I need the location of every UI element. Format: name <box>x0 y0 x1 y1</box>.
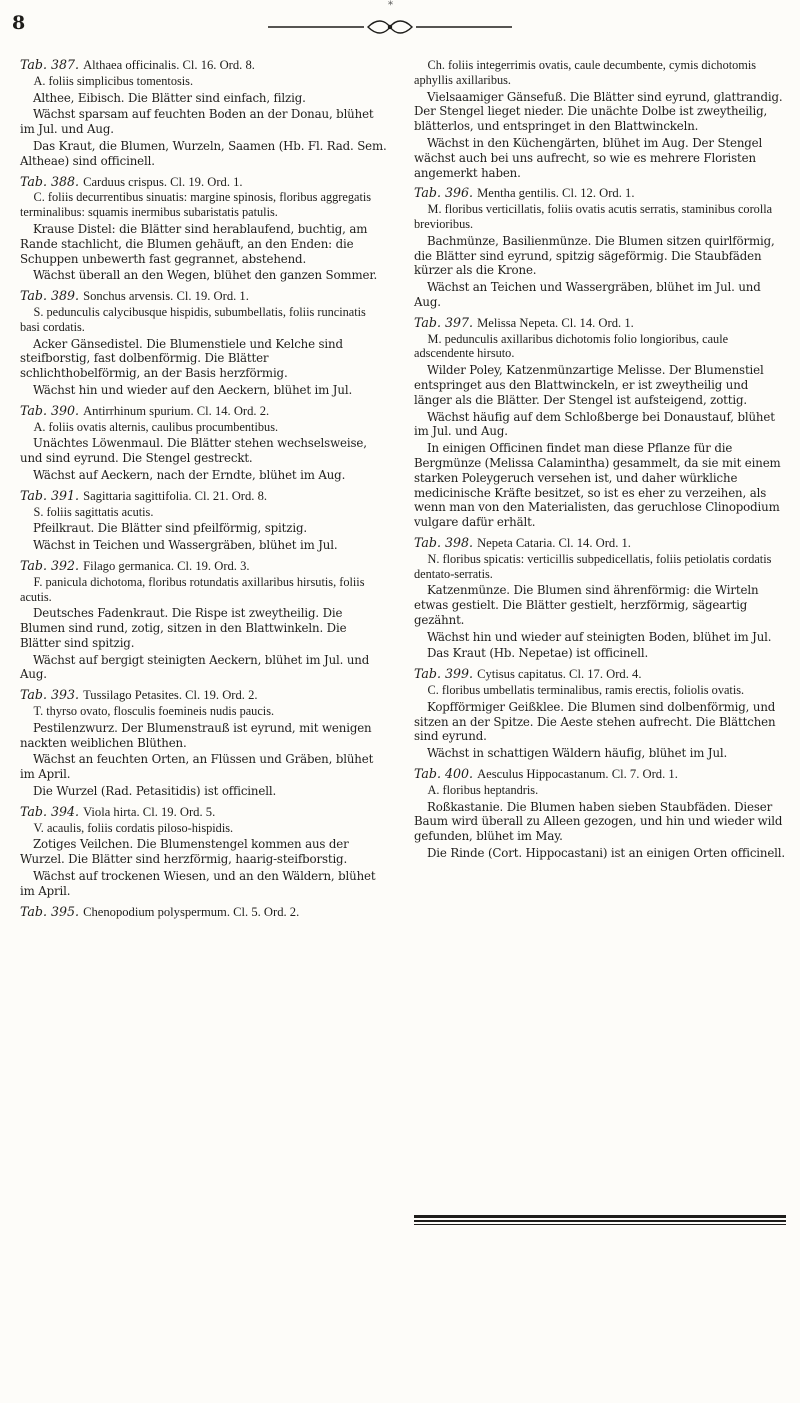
latin-diagnosis: C. floribus umbellatis terminalibus, ramis erectis, foliolis ovatis. <box>427 683 745 698</box>
species-heading: Mentha gentilis. Cl. 12. Ord. 1. <box>477 186 635 201</box>
tab-number: Tab. 396. <box>414 185 474 201</box>
species-heading: Chenopodium polyspermum. Cl. 5. Ord. 2. <box>83 904 300 919</box>
german-description: Zotiges Veilchen. Die Blumenstengel kommen aus der Wurzel. Die Blätter sind herzförmig, haarig-steifborstig. <box>20 837 349 867</box>
species-heading: Aesculus Hippocastanum. Cl. 7. Ord. 1. <box>477 767 678 782</box>
entry-heading-line <box>414 767 786 782</box>
left-column <box>20 58 388 925</box>
tab-number: Tab. 398. <box>414 534 474 550</box>
german-description: Wächst sparsam auf feuchten Boden an der Donau, blühet im Jul. und Aug. <box>20 107 374 137</box>
entry-heading-line <box>20 404 388 419</box>
entry-heading-line <box>414 536 786 551</box>
species-heading: Viola hirta. Cl. 19. Ord. 5. <box>83 804 216 819</box>
entry-heading-line <box>414 316 786 331</box>
latin-diagnosis: N. floribus spicatis: verticillis subpedicellatis, foliis petiolatis cordatis dentato-serratis. <box>414 551 772 581</box>
german-description: Wächst auf bergigt steinigten Aeckern, blühet im Jul. und Aug. <box>20 652 370 682</box>
german-description: Vielsaamiger Gänsefuß. Die Blätter sind eyrund, glattrandig. Der Stengel lieget nieder. Die unächte Dolbe ist zweytheilig, blätterlos, und entspringet in den Blattwinckeln. <box>414 89 783 134</box>
entry-heading-line <box>20 489 388 504</box>
footer-rule <box>414 1215 786 1231</box>
german-description: Wächst hin und wieder auf steinigten Boden, blühet im Jul. <box>426 629 772 644</box>
entry-heading-line <box>20 175 388 190</box>
plant-entry <box>20 688 388 799</box>
latin-diagnosis: C. foliis decurrentibus sinuatis: margine spinosis, floribus aggregatis terminalibus: squamis inermibus subaristatis patulis. <box>20 190 372 220</box>
entry-heading-line <box>20 58 388 73</box>
tab-number: Tab. 390. <box>20 402 80 418</box>
german-description: Unächtes Löwenmaul. Die Blätter stehen wechselsweise, und sind eyrund. Die Stengel gestreckt. <box>20 436 367 466</box>
german-description: Pfeilkraut. Die Blätter sind pfeilförmig, spitzig. <box>32 521 307 536</box>
german-description: Roßkastanie. Die Blumen haben sieben Staubfäden. Dieser Baum wird überall zu Alleen gezogen, und hin und wieder wild gefunden, blühet im May. <box>414 799 783 844</box>
plant-entry <box>414 316 786 530</box>
page-number: 8 <box>12 12 26 34</box>
tab-number: Tab. 397. <box>414 314 474 330</box>
german-description: Das Kraut (Hb. Nepetae) ist officinell. <box>426 646 649 661</box>
german-description: Wächst an Teichen und Wassergräben, blühet im Jul. und Aug. <box>414 280 761 309</box>
latin-diagnosis: V. acaulis, foliis cordatis piloso-hispidis. <box>33 820 234 835</box>
latin-diagnosis: M. pedunculis axillaribus dichotomis folio longioribus, caule adscendente hirsuto. <box>414 331 729 361</box>
species-heading: Nepeta Cataria. Cl. 14. Ord. 1. <box>477 535 631 550</box>
german-description: Wächst häufig auf dem Schloßberge bei Donaustauf, blühet im Jul. und Aug. <box>414 409 775 439</box>
german-description: Das Kraut, die Blumen, Wurzeln, Saamen (Hb. Fl. Rad. Sem. Altheae) sind officinell. <box>20 138 387 168</box>
latin-diagnosis: S. pedunculis calycibusque hispidis, subumbellatis, foliis runcinatis basi cordatis. <box>20 304 366 334</box>
entry-heading-line <box>414 667 786 682</box>
plant-entry <box>20 58 388 169</box>
german-description: Wächst auf trockenen Wiesen, und an den Wäldern, blühet im April. <box>20 869 376 898</box>
plant-entry <box>414 536 786 661</box>
entry-heading-line <box>20 905 388 920</box>
plant-entry <box>20 489 388 553</box>
latin-diagnosis: T. thyrso ovato, flosculis foemineis nudis paucis. <box>33 704 275 719</box>
species-heading: Tussilago Petasites. Cl. 19. Ord. 2. <box>83 688 258 703</box>
german-description: Acker Gänsedistel. Die Blumenstiele und Kelche sind steifborstig, fast dolbenförmig. Die Blätter schlichthobelförmig, an der Basis herzförmig. <box>20 336 343 381</box>
latin-diagnosis: M. floribus verticillatis, foliis ovatis acutis serratis, staminibus corolla brevioribus. <box>414 202 773 231</box>
german-description: Pestilenzwurz. Der Blumenstrauß ist eyrund, mit wenigen nackten weiblichen Blüthen. <box>20 720 372 750</box>
species-heading: Antirrhinum spurium. Cl. 14. Ord. 2. <box>83 403 270 418</box>
plant-entry <box>20 805 388 899</box>
german-description: Deutsches Fadenkraut. Die Rispe ist zweytheilig. Die Blumen sind rund, zotig, sitzen in den Blattwinkeln. Die Blätter sind spitzig. <box>20 606 347 650</box>
latin-diagnosis: Ch. foliis integerrimis ovatis, caule decumbente, cymis dichotomis aphyllis axillaribus. <box>414 58 757 87</box>
german-description: Wächst an feuchten Orten, an Flüssen und Gräben, blühet im April. <box>20 752 374 782</box>
tab-number: Tab. 389. <box>20 288 80 304</box>
species-heading: Sagittaria sagittifolia. Cl. 21. Ord. 8. <box>83 488 268 503</box>
plant-entry <box>20 905 388 920</box>
german-description: Kopfförmiger Geißklee. Die Blumen sind dolbenförmig, und sitzen an der Spitze. Die Aeste stehen aufrecht. Die Blättchen sind eyrund. <box>414 699 776 744</box>
entry-heading-line <box>20 289 388 304</box>
species-heading: Filago germanica. Cl. 19. Ord. 3. <box>83 558 250 573</box>
tab-number: Tab. 393. <box>20 687 80 703</box>
plant-entry <box>20 404 388 483</box>
tab-number: Tab. 395. <box>20 903 80 919</box>
plant-entry <box>414 767 786 861</box>
tab-number: Tab. 387. <box>20 57 80 72</box>
header-ornament <box>268 18 512 38</box>
german-description: Wächst in den Küchengärten, blühet im Aug. Der Stengel wächst auch bei uns aufrecht, so wie es mehrere Floristen angemerkt haben. <box>414 135 763 180</box>
german-description: Katzenmünze. Die Blumen sind ährenförmig: die Wirteln etwas gestielt. Die Blätter gestielt, herzförmig, sägeartig gezähnt. <box>414 583 759 627</box>
german-description: Wächst hin und wieder auf den Aeckern, blühet im Jul. <box>32 382 353 397</box>
german-description: Wächst in schattigen Wäldern häufig, blühet im Jul. <box>426 746 728 761</box>
species-heading: Sonchus arvensis. Cl. 19. Ord. 1. <box>83 289 249 304</box>
latin-diagnosis: A. foliis simplicibus tomentosis. <box>33 73 194 88</box>
tab-number: Tab. 392. <box>20 557 80 573</box>
plant-entry <box>414 667 786 761</box>
latin-diagnosis: A. floribus heptandris. <box>427 782 539 797</box>
plant-entry <box>414 186 786 309</box>
german-description: Die Wurzel (Rad. Petasitidis) ist officinell. <box>32 784 277 799</box>
plant-entry <box>20 175 388 284</box>
latin-diagnosis: S. foliis sagittatis acutis. <box>33 504 154 519</box>
german-description: Die Rinde (Cort. Hippocastani) ist an einigen Orten officinell. <box>426 846 786 861</box>
tab-number: Tab. 400. <box>414 766 474 782</box>
german-description: Wächst in Teichen und Wassergräben, blühet im Jul. <box>32 538 338 553</box>
german-description: Krause Distel: die Blätter sind herablaufend, buchtig, am Rande stachlicht, die Blumen gehäuft, an den Enden: die Schuppen unbewerth fast gegrannet, abstehend. <box>20 221 368 266</box>
latin-diagnosis: F. panicula dichotoma, floribus rotundatis axillaribus hirsutis, foliis acutis. <box>20 574 365 604</box>
german-description: Althee, Eibisch. Die Blätter sind einfach, filzig. <box>32 90 306 105</box>
plant-entry <box>20 289 388 398</box>
tab-number: Tab. 388. <box>20 173 80 189</box>
latin-diagnosis: A. foliis ovatis alternis, caulibus procumbentibus. <box>33 419 279 434</box>
page-top-mark: * <box>388 0 393 11</box>
species-heading: Althaea officinalis. Cl. 16. Ord. 8. <box>83 58 255 72</box>
german-description: Wächst auf Aeckern, nach der Erndte, blühet im Aug. <box>32 467 346 482</box>
entry-heading-line <box>414 186 786 201</box>
entry-heading-line <box>20 559 388 574</box>
plant-entry <box>414 58 786 180</box>
tab-number: Tab. 399. <box>414 666 474 682</box>
entry-heading-line <box>20 805 388 820</box>
species-heading: Carduus crispus. Cl. 19. Ord. 1. <box>83 174 243 189</box>
entry-heading-line <box>20 688 388 703</box>
german-description: Wächst überall an den Wegen, blühet den ganzen Sommer. <box>32 268 378 283</box>
tab-number: Tab. 391. <box>20 487 80 503</box>
plant-entry <box>20 559 388 682</box>
right-column <box>414 58 786 867</box>
tab-number: Tab. 394. <box>20 803 80 819</box>
german-description: In einigen Officinen findet man diese Pflanze für die Bergmünze (Melissa Calamintha) gesammelt, da sie mit einem starken Poleygeruch versehen ist, und daher würkliche medicinische Kräfte besitzet, so ist es eher zu verzeihen, als wenn man von den Materialisten, das geruchlose Clinopodium vulgare dafür erhält. <box>414 441 781 530</box>
german-description: Wilder Poley, Katzenmünzartige Melisse. Der Blumenstiel entspringet aus den Blattwinckeln, er ist zweytheilig und länger als die Blätter. Der Stengel ist aufsteigend, zottig. <box>414 363 764 407</box>
german-description: Bachmünze, Basilienmünze. Die Blumen sitzen quirlförmig, die Blätter sind eyrund, spitzig sägeförmig. Die Staubfäden kürzer als die Krone. <box>414 233 775 278</box>
species-heading: Cytisus capitatus. Cl. 17. Ord. 4. <box>477 667 642 682</box>
species-heading: Melissa Nepeta. Cl. 14. Ord. 1. <box>477 315 634 330</box>
